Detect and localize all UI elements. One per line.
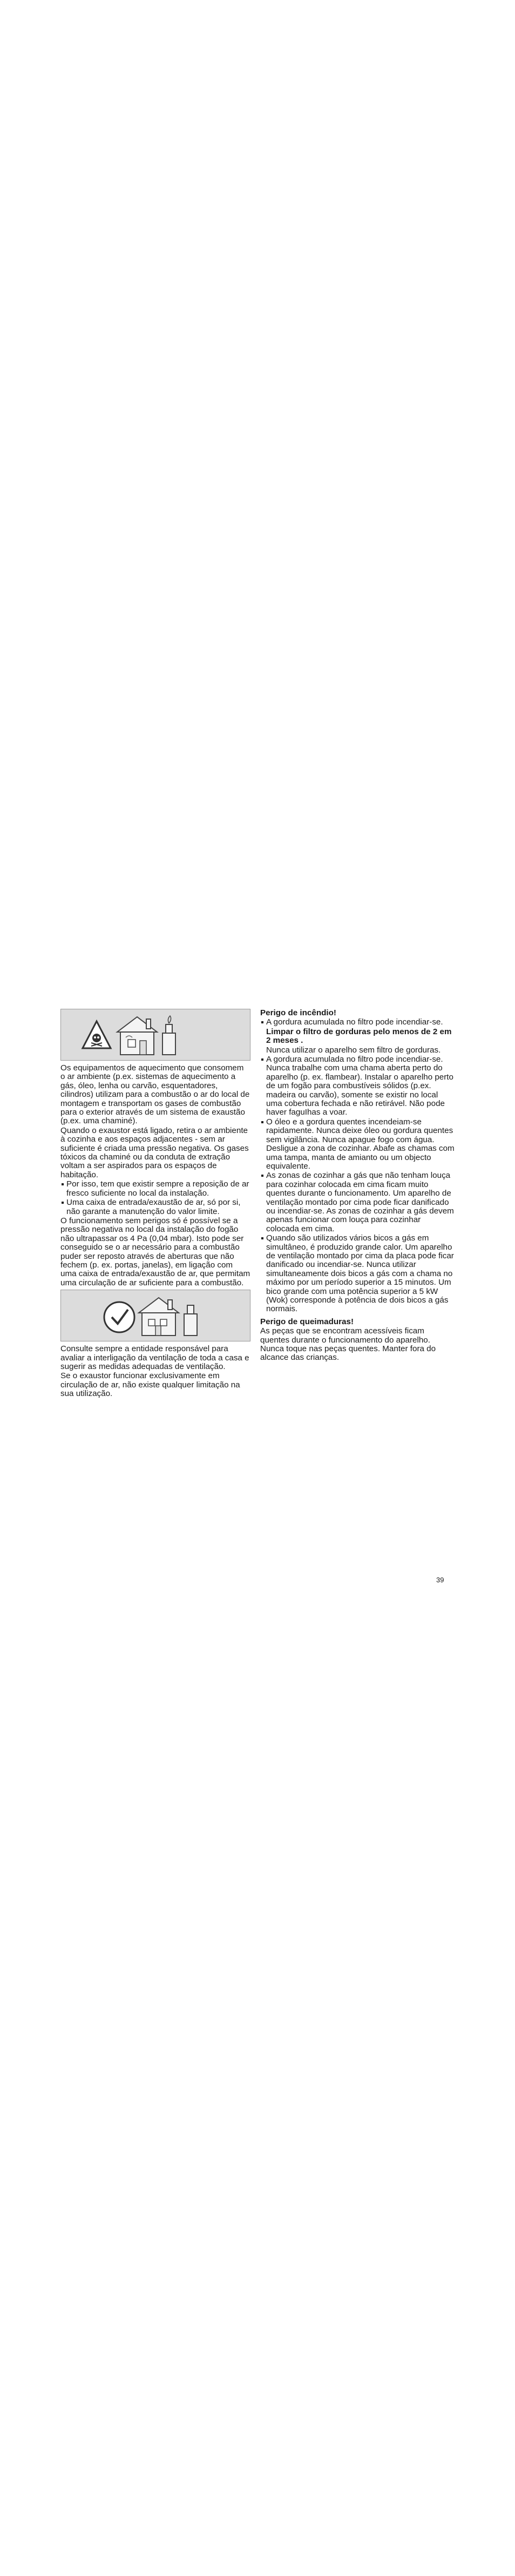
fresh-air-bullet: Por isso, tem que existir sempre a reposição de ar fresco suficiente no local da instalação. [60,1180,250,1198]
danger-illustration [60,1009,250,1061]
fire-danger-heading: Perigo de incêndio! [260,1008,336,1017]
fire-bullet-grease: A gordura acumulada no filtro pode incendiar-se. [260,1018,455,1027]
fire-bullet-gas-burners: Quando são utilizados vários bicos a gás em simultâneo, é produzido grande calor. Um aparelho de ventilação montado por cima da placa pode ficar danificado ou incendiar-se. Nunca utilizar simultaneamente dois bicos a gás com a chama no máximo por um período superior a 15 minutos. Um bico grande com uma potência superior a 5 kW (Wok) corresponde à potência de dois bicos a gás normais. [260,1234,455,1314]
intro-paragraph: Os equipamentos de aquecimento que consomem o ar ambiente (p.ex. sistemas de aquecimento a gás, óleo, lenha ou carvão, esquentadores, cilindros) utilizam para a combustão o ar do local de montagem e transportam os gases de combustão para o exterior através de um sistema de exaustão (p.ex. uma chaminé). [60,1063,250,1126]
right-column [260,1009,455,1363]
recirculation-paragraph: Se o exaustor funcionar exclusivamente em circulação de ar, não existe qualquer limitação na sua utilização. [60,1371,240,1399]
page-number: 39 [436,1576,444,1584]
negative-pressure-paragraph: Quando o exaustor está ligado, retira o ar ambiente à cozinha e aos espaços adjacentes - sem ar suficiente é criada uma pressão negativa. Os gases tóxicos da chaminé ou da conduta de extração voltam a ser aspirados para os espaços de habitação. [60,1125,249,1179]
fire-bullet-open-flame: A gordura acumulada no filtro pode incendiar-se. Nunca trabalhe com uma chama aberta perto do aparelho (p. ex. flambear). Instalar o aparelho perto de um fogão para combustíveis sólidos (p.ex. madeira ou carvão), somente se existir no local uma cobertura fechada e não retirável. Não pode haver faguIhas a voar. [260,1055,455,1117]
skull-house-warning-icon [61,1009,251,1061]
ok-illustration [60,1290,250,1341]
burn-danger-heading: Perigo de queimaduras! [260,1317,354,1326]
burn-warning-text: As peças que se encontram acessíveis ficam quentes durante o funcionamento do aparelho. Nunca toque nas peças quentes. Manter fora do alcance das crianças. [260,1326,436,1363]
filter-cleaning-subheading: Limpar o filtro de gorduras pelo menos de 2 em 2 meses . [266,1027,452,1046]
checkmark-house-ok-icon [61,1290,251,1342]
air-box-bullet: Uma caixa de entrada/exaustão de ar, só por si, não garante a manutenção do valor limite. [60,1198,250,1216]
consult-paragraph: Consulte sempre a entidade responsável para avaliar a interligação da ventilação de toda a casa e sugerir as medidas adequadas de ventilação. [60,1344,249,1371]
safe-operation-paragraph: O funcionamento sem perigos só é possível se a pressão negativa no local da instalação do fogão não ultrapassar os 4 Pa (0,04 mbar). Isto pode ser conseguido se o ar necessário para a combustão puder ser reposto através de aberturas que não fechem (p. ex. portas, janelas), em ligação com uma caixa de entrada/exaustão de ar, que permitam uma circulação de ar suficiente para a combustão. [60,1216,250,1287]
left-column [60,1009,250,1399]
fire-bullet-hot-oil: O óleo e a gordura quentes incendeiam-se rapidamente. Nunca deixe óleo ou gordura quentes sem vigilância. Nunca apague fogo com água. Desligue a zona de cozinhar. Abafe as chamas com uma tampa, manta de amianto ou um objecto equivalente. [260,1118,455,1171]
fire-bullet-gas-zones: As zonas de cozinhar a gás que não tenham louça para cozinhar colocada em cima ficam muito quentes durante o funcionamento. Um aparelho de ventilação montado por cima pode ficar danificado ou incendiar-se. As zonas de cozinhar a gás devem apenas funcionar com louça para cozinhar colocada em cima. [260,1171,455,1233]
filter-warning-text: Nunca utilizar o aparelho sem filtro de gorduras. [266,1045,441,1055]
